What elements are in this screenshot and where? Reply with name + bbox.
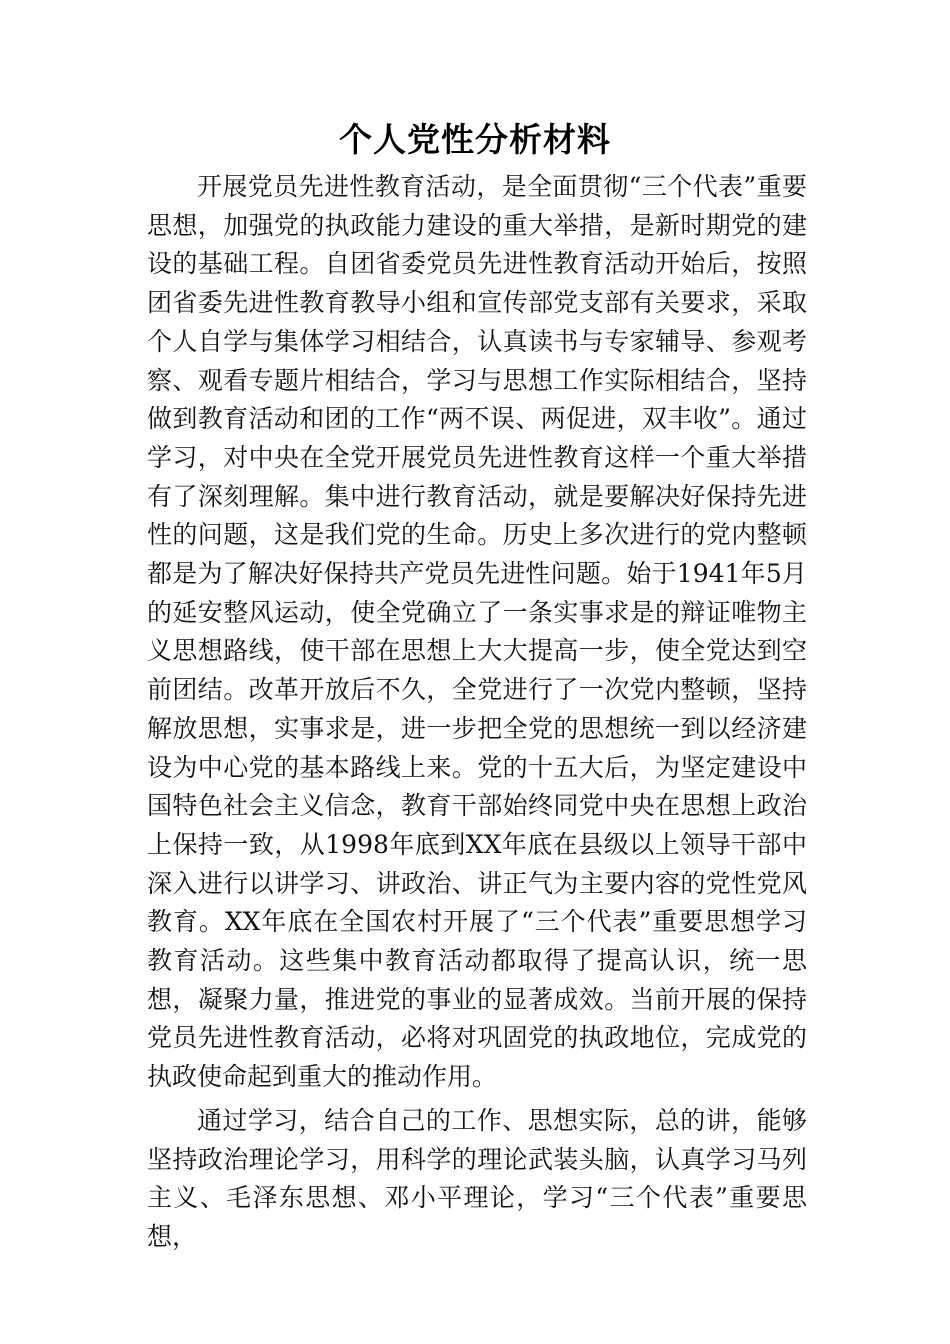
body-paragraph-2: 通过学习，结合自己的工作、思想实际，总的讲，能够坚持政治理论学习，用科学的理论武装头脑，认真学习马列主义、毛泽东思想、邓小平理论，学习“三个代表”重要思想， bbox=[147, 1105, 807, 1251]
body-paragraph-1: 开展党员先进性教育活动，是全面贯彻“三个代表”重要思想，加强党的执政能力建设的重大举措，是新时期党的建设的基础工程。自团省委党员先进性教育活动开始后，按照团省委先进性教育教导小组和宣传部党支部有关要求，采取个人自学与集体学习相结合，认真读书与专家辅导、参观考察、观看专题片相结合，学习与思想工作实际相结合，坚持做到教育活动和团的工作“两不误、两促进，双丰收”。通过学习，对中央在全党开展党员先进性教育这样一个重大举措有了深刻理解。集中进行教育活动，就是要解决好保持先进性的问题，这是我们党的生命。历史上多次进行的党内整顿都是为了解决好保持共产党员先进性问题。始于1941年5月的延安整风运动，使全党确立了一条实事求是的辩证唯物主义思想路线，使干部在思想上大大提高一步，使全党达到空前团结。改革开放后不久，全党进行了一次党内整顿，坚持解放思想，实事求是，进一步把全党的思想统一到以经济建设为中心党的基本路线上来。党的十五大后，为坚定建设中国特色社会主义信念，教育干部始终同党中央在思想上政治上保持一致，从1998年底到XX年底在县级以上领导干部中深入进行以讲学习、讲政治、讲正气为主要内容的党性党风教育。XX年底在全国农村开展了“三个代表”重要思想学习教育活动。这些集中教育活动都取得了提高认识，统一思想，凝聚力量，推进党的事业的显著成效。当前开展的保持党员先进性教育活动，必将对巩固党的执政地位，完成党的执政使命起到重大的推动作用。 bbox=[147, 172, 807, 1092]
document-title: 个人党性分析材料 bbox=[339, 120, 611, 159]
document-body bbox=[147, 168, 807, 1257]
